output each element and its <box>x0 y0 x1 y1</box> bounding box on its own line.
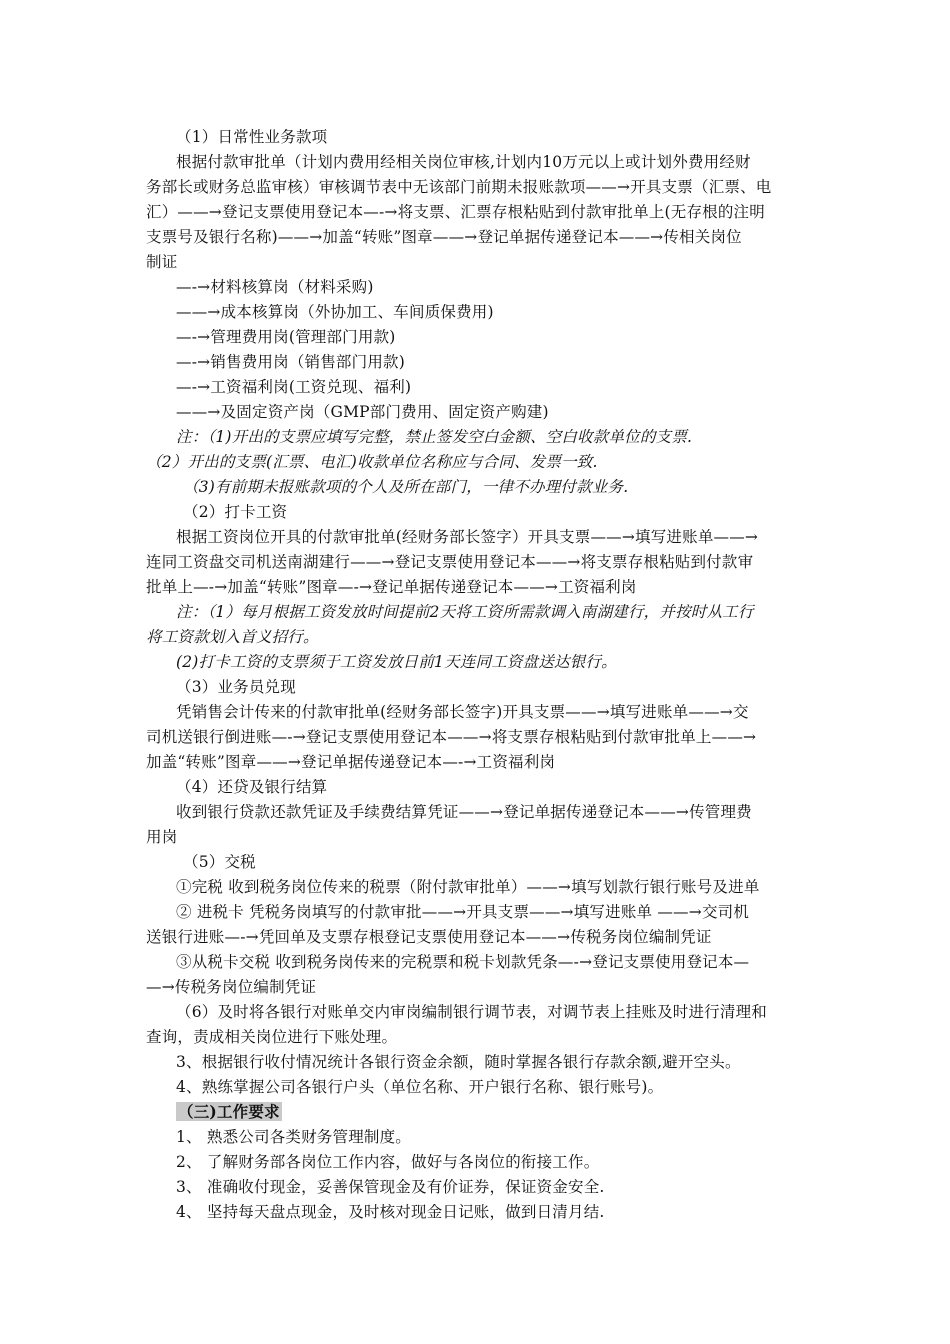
flow-item: —-→销售费用岗（销售部门用款) <box>176 353 405 371</box>
paragraph-line: 收到银行贷款还款凭证及手续费结算凭证——→登记单据传递登记本——→传管理费 <box>176 803 752 821</box>
heading-card-salary: （2）打卡工资 <box>183 503 288 521</box>
heading-tax: （5）交税 <box>183 853 256 871</box>
note-line: 注：（1)开出的支票应填写完整，禁止签发空白金额、空白收款单位的支票. <box>176 428 693 446</box>
paragraph-line: 加盖“转账”图章——→登记单据传递登记本—-→工资福利岗 <box>146 753 556 771</box>
list-item: 3、 准确收付现金，妥善保管现金及有价证券，保证资金安全. <box>176 1178 605 1196</box>
note-line: (2)打卡工资的支票须于工资发放日前1天连同工资盘送达银行。 <box>176 653 617 671</box>
paragraph-line: 根据付款审批单（计划内费用经相关岗位审核,计划内10万元以上或计划外费用经财 <box>176 153 751 171</box>
paragraph-line: 批单上—-→加盖“转账”图章—-→登记单据传递登记本——→工资福利岗 <box>146 578 637 596</box>
list-item: 4、 坚持每天盘点现金，及时核对现金日记账，做到日清月结. <box>176 1203 605 1221</box>
note-line: 将工资款划入首义招行。 <box>146 628 319 646</box>
section-heading-work-requirements <box>176 1102 282 1122</box>
heading-loan-settlement: （4）还贷及银行结算 <box>176 778 328 796</box>
list-item: 1、 熟悉公司各类财务管理制度。 <box>176 1128 411 1146</box>
heading-daily-payments: （1）日常性业务款项 <box>176 128 328 146</box>
flow-item: ——→成本核算岗（外协加工、车间质保费用) <box>176 303 494 321</box>
paragraph-line: ② 进税卡 凭税务岗填写的付款审批——→开具支票——→填写进账单 ——→交司机 <box>176 903 750 921</box>
paragraph-line: ③从税卡交税 收到税务岗传来的完税票和税卡划款凭条—-→登记支票使用登记本— <box>176 953 750 971</box>
paragraph-line: 送银行进账—-→凭回单及支票存根登记支票使用登记本——→传税务岗位编制凭证 <box>146 928 712 946</box>
paragraph-line: ①完税 收到税务岗位传来的税票（附付款审批单）——→填写划款行银行账号及进单 <box>176 878 760 896</box>
paragraph-line: 凭销售会计传来的付款审批单(经财务部长签字)开具支票——→填写进账单——→交 <box>176 703 749 721</box>
paragraph-line: 支票号及银行名称)——→加盖“转账”图章——→登记单据传递登记本——→传相关岗位 <box>146 228 742 246</box>
paragraph-line: 查询，责成相关岗位进行下账处理。 <box>146 1028 398 1046</box>
paragraph-line: 务部长或财务总监审核）审核调节表中无该部门前期未报账款项——→开具支票（汇票、电 <box>146 178 772 196</box>
paragraph-line: 3、根据银行收付情况统计各银行资金余额，随时掌握各银行存款余额,避开空头。 <box>176 1053 741 1071</box>
note-line: （3)有前期未报账款项的个人及所在部门，一律不办理付款业务. <box>183 478 629 496</box>
flow-item: —-→工资福利岗(工资兑现、福利) <box>176 378 412 396</box>
paragraph-line: 4、熟练掌握公司各银行户头（单位名称、开户银行名称、银行账号)。 <box>176 1078 664 1096</box>
flow-item: —-→管理费用岗(管理部门用款) <box>176 328 396 346</box>
note-line: 注：（1）每月根据工资发放时间提前2天将工资所需款调入南湖建行，并按时从工行 <box>176 603 754 621</box>
list-item: 2、 了解财务部各岗位工作内容，做好与各岗位的衔接工作。 <box>176 1153 600 1171</box>
flow-item: ——→及固定资产岗（GMP部门费用、固定资产购建) <box>176 403 549 421</box>
paragraph-line: —→传税务岗位编制凭证 <box>146 978 317 996</box>
highlighted-heading: （三)工作要求 <box>178 1102 280 1121</box>
heading-salesperson: （3）业务员兑现 <box>176 678 296 696</box>
note-line: （2）开出的支票(汇票、电汇)收款单位名称应与合同、发票一致. <box>146 453 598 471</box>
flow-item: —-→材料核算岗（材料采购) <box>176 278 374 296</box>
paragraph-line: 用岗 <box>146 828 178 846</box>
paragraph-line: 司机送银行倒进账—-→登记支票使用登记本——→将支票存根粘贴到付款审批单上——→ <box>146 728 757 746</box>
paragraph-line: 根据工资岗位开具的付款审批单(经财务部长签字）开具支票——→填写进账单——→ <box>176 528 759 546</box>
paragraph-line: （6）及时将各银行对账单交内审岗编制银行调节表，对调节表上挂账及时进行清理和 <box>176 1003 767 1021</box>
paragraph-line: 连同工资盘交司机送南湖建行——→登记支票使用登记本——→将支票存根粘贴到付款审 <box>146 553 754 571</box>
paragraph-line: 制证 <box>146 253 178 271</box>
paragraph-line: 汇）——→登记支票使用登记本—-→将支票、汇票存根粘贴到付款审批单上(无存根的注明 <box>146 203 765 221</box>
